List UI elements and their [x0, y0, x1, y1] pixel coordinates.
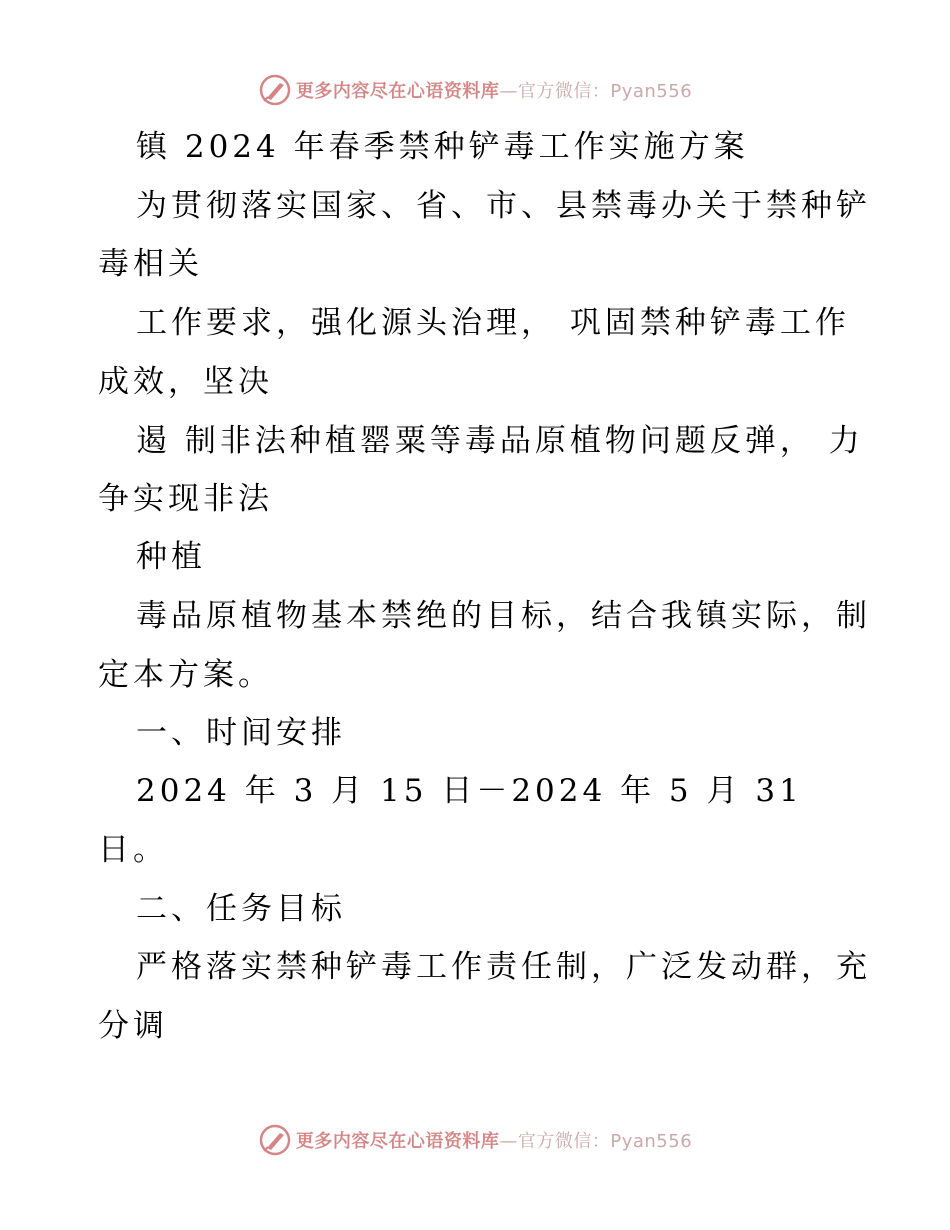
footer-watermark [0, 1120, 950, 1160]
watermark-group [258, 73, 692, 107]
paragraph-line: 为贯彻落实国家、省、市、县禁毒办关于禁种铲 [136, 188, 871, 224]
paragraph-line: 2024 年 3 月 15 日－2024 年 5 月 31 [136, 773, 803, 809]
paragraph-line: 定本方案。 [98, 657, 273, 693]
quill-logo-icon [258, 1123, 292, 1157]
paragraph-line: 毒品原植物基本禁绝的目标，结合我镇实际，制 [136, 598, 871, 634]
section-heading: 一、时间安排 [136, 715, 346, 751]
watermark-text-rest: —官方微信：Pyan556 [499, 1131, 693, 1152]
watermark-text [296, 77, 692, 103]
document-title: 镇 2024 年春季禁种铲毒工作实施方案 [136, 129, 749, 165]
watermark-text-main: 更多内容尽在心语资料库 [295, 81, 500, 102]
quill-logo-icon [258, 73, 292, 107]
paragraph-line: 严格落实禁种铲毒工作责任制，广泛发动群，充 [136, 949, 871, 985]
watermark-text-main: 更多内容尽在心语资料库 [295, 1131, 500, 1152]
watermark-text [296, 1127, 692, 1153]
paragraph-line: 日。 [98, 832, 168, 868]
paragraph-line: 种植 [136, 539, 206, 575]
watermark-group [258, 1123, 692, 1157]
header-watermark [0, 70, 950, 110]
paragraph-line: 毒相关 [98, 246, 203, 282]
paragraph-line: 争实现非法 [98, 481, 273, 517]
paragraph-line: 分调 [98, 1008, 168, 1044]
section-heading: 二、任务目标 [136, 891, 346, 927]
paragraph-line: 遏 制非法种植罂粟等毒品原植物问题反弹， 力 [136, 423, 864, 459]
paragraph-line: 工作要求，强化源头治理， 巩固禁种铲毒工作 [136, 305, 850, 341]
paragraph-line: 成效，坚决 [98, 364, 273, 400]
watermark-text-rest: —官方微信：Pyan556 [499, 81, 693, 102]
